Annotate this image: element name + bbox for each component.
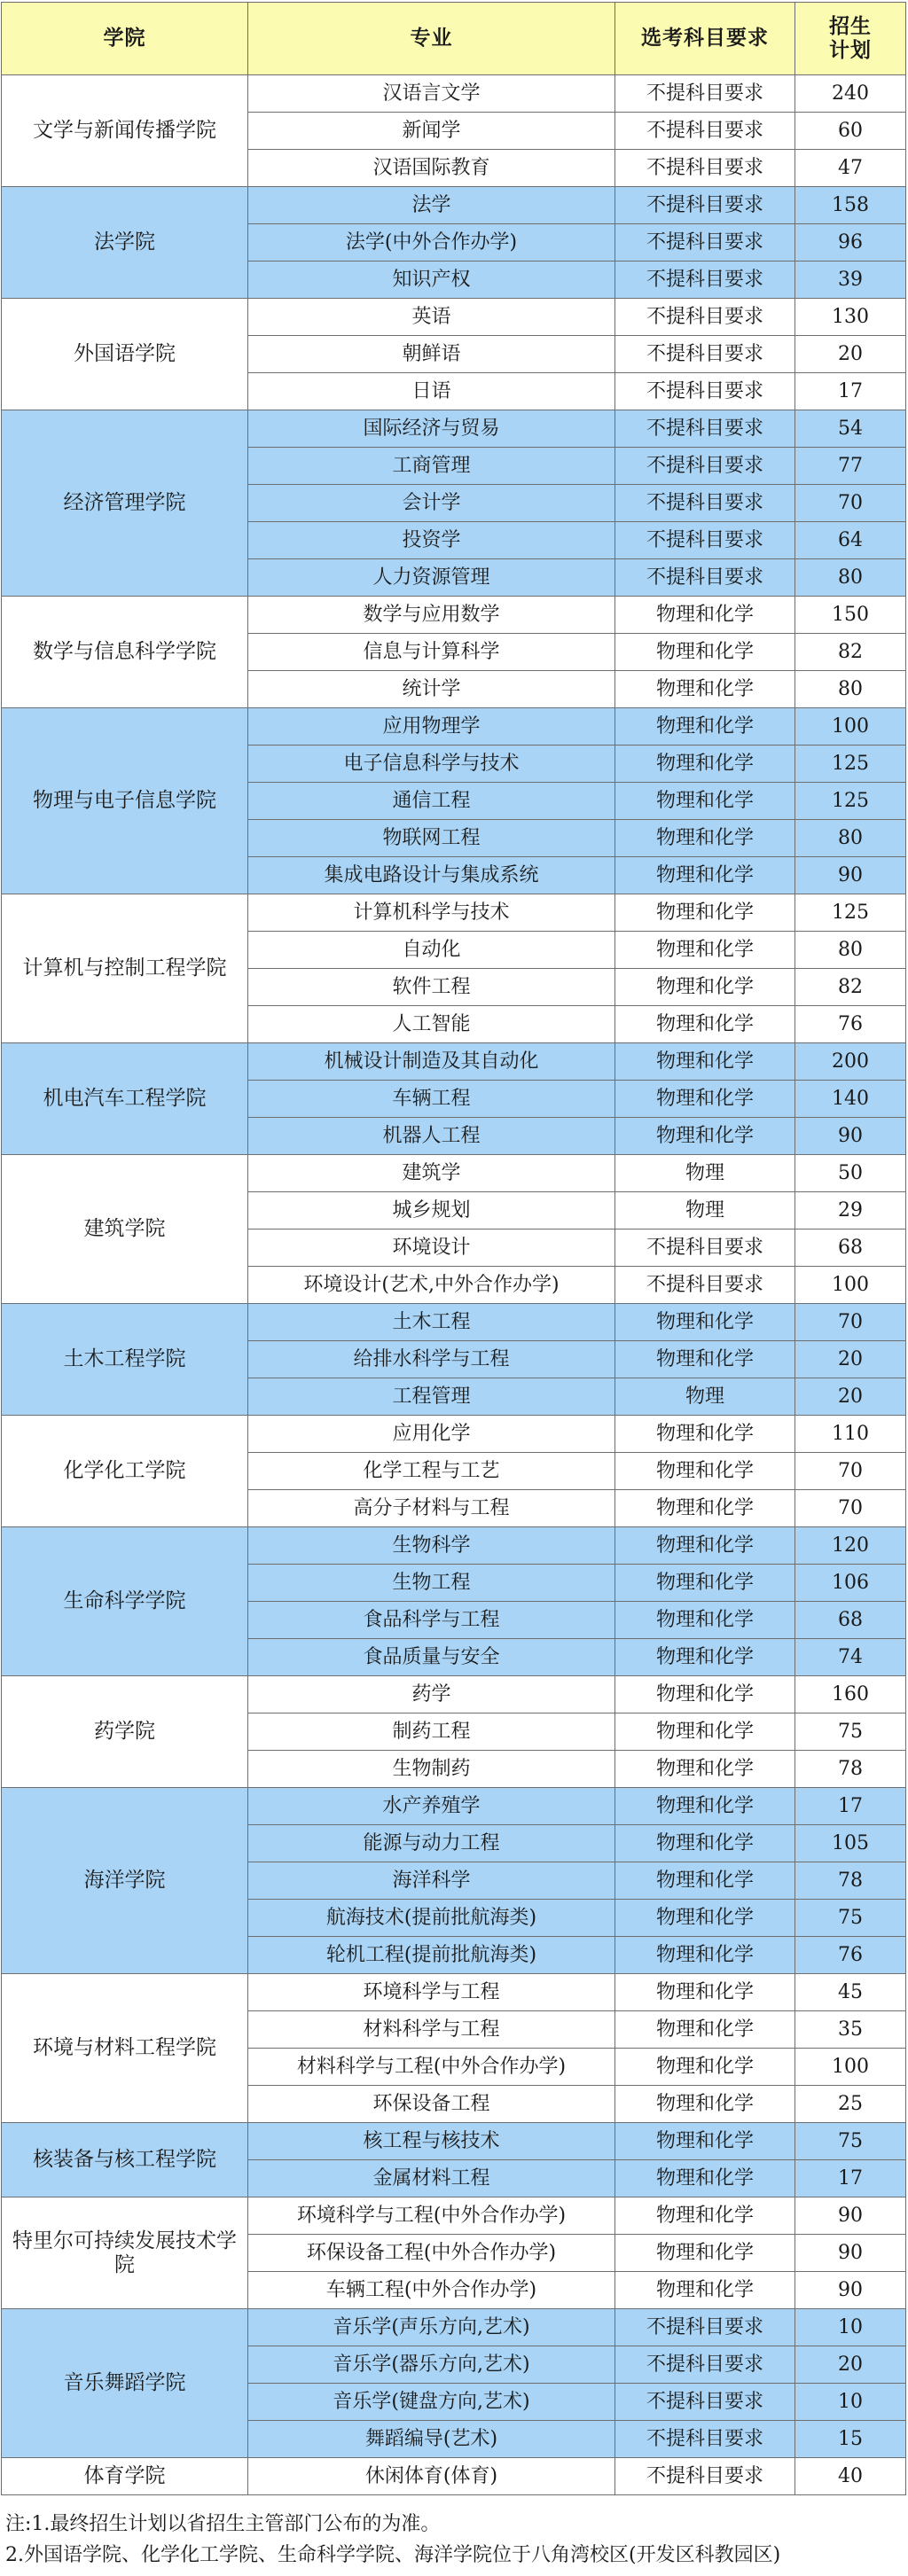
major-cell: 生物工程 xyxy=(248,1565,615,1602)
subject-requirement-cell: 不提科目要求 xyxy=(615,113,795,150)
enrollment-plan-cell: 75 xyxy=(795,1900,906,1937)
major-cell: 药学 xyxy=(248,1676,615,1713)
enrollment-plan-cell: 105 xyxy=(795,1825,906,1862)
major-cell: 自动化 xyxy=(248,932,615,969)
table-row xyxy=(2,1416,906,1453)
major-cell: 车辆工程(中外合作办学) xyxy=(248,2272,615,2309)
subject-requirement-cell: 物理和化学 xyxy=(615,1602,795,1639)
subject-requirement-cell: 物理和化学 xyxy=(615,1118,795,1155)
enrollment-plan-cell: 158 xyxy=(795,187,906,224)
major-cell: 集成电路设计与集成系统 xyxy=(248,857,615,894)
major-cell: 核工程与核技术 xyxy=(248,2123,615,2160)
table-row xyxy=(2,1043,906,1081)
subject-requirement-cell: 物理和化学 xyxy=(615,2272,795,2309)
table-row xyxy=(2,299,906,336)
enrollment-plan-cell: 96 xyxy=(795,224,906,262)
subject-requirement-cell: 物理和化学 xyxy=(615,969,795,1006)
subject-requirement-cell: 物理和化学 xyxy=(615,708,795,745)
subject-requirement-cell: 不提科目要求 xyxy=(615,448,795,485)
subject-requirement-cell: 不提科目要求 xyxy=(615,2309,795,2346)
subject-requirement-cell: 物理和化学 xyxy=(615,1490,795,1527)
college-cell: 药学院 xyxy=(2,1676,248,1788)
enrollment-plan-cell: 40 xyxy=(795,2458,906,2495)
enrollment-plan-cell: 160 xyxy=(795,1676,906,1713)
enrollment-plan-cell: 125 xyxy=(795,783,906,820)
major-cell: 环境设计(艺术,中外合作办学) xyxy=(248,1267,615,1304)
subject-requirement-cell: 物理和化学 xyxy=(615,894,795,932)
subject-requirement-cell: 不提科目要求 xyxy=(615,299,795,336)
subject-requirement-cell: 物理和化学 xyxy=(615,1788,795,1825)
college-cell: 物理与电子信息学院 xyxy=(2,708,248,894)
major-cell: 投资学 xyxy=(248,522,615,559)
major-cell: 人力资源管理 xyxy=(248,559,615,597)
subject-requirement-cell: 物理和化学 xyxy=(615,1900,795,1937)
subject-requirement-cell: 不提科目要求 xyxy=(615,1229,795,1267)
major-cell: 计算机科学与技术 xyxy=(248,894,615,932)
table-row xyxy=(2,1974,906,2011)
enrollment-plan-cell: 76 xyxy=(795,1006,906,1043)
subject-requirement-cell: 物理和化学 xyxy=(615,2123,795,2160)
subject-requirement-cell: 物理和化学 xyxy=(615,2160,795,2197)
subject-requirement-column-header: 选考科目要求 xyxy=(615,3,795,75)
enrollment-plan-cell: 90 xyxy=(795,2197,906,2235)
subject-requirement-cell: 物理和化学 xyxy=(615,1341,795,1378)
enrollment-plan-cell: 76 xyxy=(795,1937,906,1974)
college-cell: 法学院 xyxy=(2,187,248,299)
major-cell: 生物科学 xyxy=(248,1527,615,1565)
enrollment-plan-cell: 77 xyxy=(795,448,906,485)
subject-requirement-cell: 不提科目要求 xyxy=(615,187,795,224)
major-cell: 高分子材料与工程 xyxy=(248,1490,615,1527)
college-cell: 机电汽车工程学院 xyxy=(2,1043,248,1155)
subject-requirement-cell: 物理和化学 xyxy=(615,2049,795,2086)
subject-requirement-cell: 物理和化学 xyxy=(615,634,795,671)
major-cell: 工商管理 xyxy=(248,448,615,485)
subject-requirement-cell: 物理和化学 xyxy=(615,1527,795,1565)
subject-requirement-cell: 物理和化学 xyxy=(615,783,795,820)
enrollment-plan-cell: 45 xyxy=(795,1974,906,2011)
enrollment-plan-cell: 100 xyxy=(795,1267,906,1304)
enrollment-plan-cell: 64 xyxy=(795,522,906,559)
table-row xyxy=(2,410,906,448)
enrollment-plan-cell: 60 xyxy=(795,113,906,150)
table-row xyxy=(2,1155,906,1192)
major-cell: 法学 xyxy=(248,187,615,224)
enrollment-plan-cell: 240 xyxy=(795,75,906,113)
subject-requirement-cell: 物理和化学 xyxy=(615,2235,795,2272)
subject-requirement-cell: 不提科目要求 xyxy=(615,262,795,299)
subject-requirement-cell: 物理和化学 xyxy=(615,1043,795,1081)
enrollment-plan-cell: 140 xyxy=(795,1081,906,1118)
table-row xyxy=(2,2309,906,2346)
subject-requirement-cell: 物理和化学 xyxy=(615,597,795,634)
enrollment-plan-cell: 70 xyxy=(795,1304,906,1341)
enrollment-plan-cell: 120 xyxy=(795,1527,906,1565)
table-row xyxy=(2,1788,906,1825)
major-cell: 海洋科学 xyxy=(248,1862,615,1900)
footnote-1: 注:1.最终招生计划以省招生主管部门公布的为准。 xyxy=(5,2513,441,2535)
major-cell: 机械设计制造及其自动化 xyxy=(248,1043,615,1081)
major-cell: 应用化学 xyxy=(248,1416,615,1453)
college-cell: 计算机与控制工程学院 xyxy=(2,894,248,1043)
major-cell: 法学(中外合作办学) xyxy=(248,224,615,262)
college-cell: 生命科学学院 xyxy=(2,1527,248,1676)
major-cell: 生物制药 xyxy=(248,1751,615,1788)
college-cell: 经济管理学院 xyxy=(2,410,248,597)
enrollment-plan-cell: 130 xyxy=(795,299,906,336)
major-cell: 音乐学(键盘方向,艺术) xyxy=(248,2384,615,2421)
major-cell: 环境科学与工程(中外合作办学) xyxy=(248,2197,615,2235)
major-cell: 环境科学与工程 xyxy=(248,1974,615,2011)
enrollment-plan-cell: 200 xyxy=(795,1043,906,1081)
enrollment-plan-cell: 35 xyxy=(795,2011,906,2049)
enrollment-plan-cell: 50 xyxy=(795,1155,906,1192)
enrollment-plan-cell: 90 xyxy=(795,1118,906,1155)
college-cell: 环境与材料工程学院 xyxy=(2,1974,248,2123)
subject-requirement-cell: 不提科目要求 xyxy=(615,2421,795,2458)
table-row xyxy=(2,1676,906,1713)
major-cell: 音乐学(声乐方向,艺术) xyxy=(248,2309,615,2346)
subject-requirement-cell: 不提科目要求 xyxy=(615,75,795,113)
major-cell: 食品科学与工程 xyxy=(248,1602,615,1639)
college-cell: 特里尔可持续发展技术学院 xyxy=(2,2197,248,2309)
college-cell: 外国语学院 xyxy=(2,299,248,410)
table-row xyxy=(2,597,906,634)
major-cell: 物联网工程 xyxy=(248,820,615,857)
major-cell: 环保设备工程(中外合作办学) xyxy=(248,2235,615,2272)
subject-requirement-cell: 物理和化学 xyxy=(615,1937,795,1974)
major-cell: 知识产权 xyxy=(248,262,615,299)
table-body xyxy=(2,75,906,2495)
major-cell: 材料科学与工程(中外合作办学) xyxy=(248,2049,615,2086)
enrollment-plan-cell: 100 xyxy=(795,2049,906,2086)
subject-requirement-cell: 物理和化学 xyxy=(615,1676,795,1713)
subject-requirement-cell: 不提科目要求 xyxy=(615,410,795,448)
subject-requirement-cell: 不提科目要求 xyxy=(615,336,795,373)
major-cell: 车辆工程 xyxy=(248,1081,615,1118)
enrollment-plan-cell: 20 xyxy=(795,2346,906,2384)
subject-requirement-cell: 物理和化学 xyxy=(615,671,795,708)
enrollment-plan-cell: 80 xyxy=(795,671,906,708)
major-cell: 工程管理 xyxy=(248,1378,615,1416)
subject-requirement-cell: 不提科目要求 xyxy=(615,150,795,187)
enrollment-plan-cell: 17 xyxy=(795,1788,906,1825)
college-cell: 建筑学院 xyxy=(2,1155,248,1304)
enrollment-plan-cell: 82 xyxy=(795,634,906,671)
major-cell: 制药工程 xyxy=(248,1713,615,1751)
table-row xyxy=(2,1304,906,1341)
enrollment-plan-cell: 54 xyxy=(795,410,906,448)
college-cell: 土木工程学院 xyxy=(2,1304,248,1416)
college-cell: 化学化工学院 xyxy=(2,1416,248,1527)
major-cell: 人工智能 xyxy=(248,1006,615,1043)
major-cell: 轮机工程(提前批航海类) xyxy=(248,1937,615,1974)
enrollment-plan-cell: 17 xyxy=(795,373,906,410)
major-cell: 土木工程 xyxy=(248,1304,615,1341)
subject-requirement-cell: 物理和化学 xyxy=(615,2197,795,2235)
enrollment-plan-cell: 78 xyxy=(795,1862,906,1900)
enrollment-plan-cell: 74 xyxy=(795,1639,906,1676)
college-cell: 数学与信息科学学院 xyxy=(2,597,248,708)
subject-requirement-cell: 物理 xyxy=(615,1378,795,1416)
table-row xyxy=(2,1527,906,1565)
college-cell: 文学与新闻传播学院 xyxy=(2,75,248,187)
enrollment-plan-cell: 110 xyxy=(795,1416,906,1453)
subject-requirement-cell: 物理和化学 xyxy=(615,1565,795,1602)
table-row xyxy=(2,2197,906,2235)
enrollment-plan-column-header: 招生计划 xyxy=(795,3,906,75)
enrollment-plan-cell: 90 xyxy=(795,2235,906,2272)
subject-requirement-cell: 物理和化学 xyxy=(615,2011,795,2049)
major-cell: 软件工程 xyxy=(248,969,615,1006)
enrollment-plan-cell: 68 xyxy=(795,1602,906,1639)
major-cell: 汉语国际教育 xyxy=(248,150,615,187)
subject-requirement-cell: 不提科目要求 xyxy=(615,2346,795,2384)
major-cell: 建筑学 xyxy=(248,1155,615,1192)
enrollment-plan-cell: 70 xyxy=(795,1490,906,1527)
enrollment-plan-cell: 10 xyxy=(795,2309,906,2346)
college-cell: 音乐舞蹈学院 xyxy=(2,2309,248,2458)
footnotes xyxy=(5,2509,904,2571)
major-cell: 应用物理学 xyxy=(248,708,615,745)
enrollment-plan-cell: 39 xyxy=(795,262,906,299)
subject-requirement-cell: 物理 xyxy=(615,1155,795,1192)
enrollment-plan-cell: 15 xyxy=(795,2421,906,2458)
enrollment-plan-cell: 80 xyxy=(795,820,906,857)
enrollment-plan-cell: 150 xyxy=(795,597,906,634)
enrollment-plan-cell: 106 xyxy=(795,1565,906,1602)
subject-requirement-cell: 物理和化学 xyxy=(615,1081,795,1118)
subject-requirement-cell: 不提科目要求 xyxy=(615,522,795,559)
subject-requirement-cell: 不提科目要求 xyxy=(615,2458,795,2495)
subject-requirement-cell: 物理和化学 xyxy=(615,820,795,857)
college-cell: 体育学院 xyxy=(2,2458,248,2495)
major-cell: 材料科学与工程 xyxy=(248,2011,615,2049)
table-row xyxy=(2,187,906,224)
major-cell: 音乐学(器乐方向,艺术) xyxy=(248,2346,615,2384)
subject-requirement-cell: 物理和化学 xyxy=(615,1825,795,1862)
subject-requirement-cell: 物理和化学 xyxy=(615,1974,795,2011)
subject-requirement-cell: 物理和化学 xyxy=(615,2086,795,2123)
subject-requirement-cell: 物理和化学 xyxy=(615,932,795,969)
subject-requirement-cell: 不提科目要求 xyxy=(615,224,795,262)
table-row xyxy=(2,894,906,932)
major-cell: 汉语言文学 xyxy=(248,75,615,113)
major-cell: 新闻学 xyxy=(248,113,615,150)
subject-requirement-cell: 物理和化学 xyxy=(615,1713,795,1751)
major-cell: 金属材料工程 xyxy=(248,2160,615,2197)
major-cell: 英语 xyxy=(248,299,615,336)
subject-requirement-cell: 物理和化学 xyxy=(615,1304,795,1341)
major-cell: 城乡规划 xyxy=(248,1192,615,1229)
table-row xyxy=(2,2123,906,2160)
college-cell: 核装备与核工程学院 xyxy=(2,2123,248,2197)
enrollment-plan-cell: 10 xyxy=(795,2384,906,2421)
subject-requirement-cell: 不提科目要求 xyxy=(615,1267,795,1304)
major-cell: 信息与计算科学 xyxy=(248,634,615,671)
enrollment-plan-cell: 75 xyxy=(795,2123,906,2160)
enrollment-plan-cell: 90 xyxy=(795,857,906,894)
subject-requirement-cell: 不提科目要求 xyxy=(615,2384,795,2421)
subject-requirement-cell: 物理 xyxy=(615,1192,795,1229)
subject-requirement-cell: 物理和化学 xyxy=(615,1862,795,1900)
major-cell: 日语 xyxy=(248,373,615,410)
enrollment-plan-cell: 68 xyxy=(795,1229,906,1267)
subject-requirement-cell: 不提科目要求 xyxy=(615,373,795,410)
enrollment-plan-cell: 125 xyxy=(795,745,906,783)
table-row xyxy=(2,708,906,745)
enrollment-plan-cell: 20 xyxy=(795,1341,906,1378)
major-cell: 化学工程与工艺 xyxy=(248,1453,615,1490)
subject-requirement-cell: 物理和化学 xyxy=(615,1639,795,1676)
enrollment-plan-cell: 70 xyxy=(795,485,906,522)
major-cell: 食品质量与安全 xyxy=(248,1639,615,1676)
major-cell: 航海技术(提前批航海类) xyxy=(248,1900,615,1937)
enrollment-plan-cell: 47 xyxy=(795,150,906,187)
enrollment-plan-cell: 20 xyxy=(795,336,906,373)
subject-requirement-cell: 物理和化学 xyxy=(615,857,795,894)
enrollment-plan-cell: 75 xyxy=(795,1713,906,1751)
enrollment-plan-cell: 125 xyxy=(795,894,906,932)
major-column-header: 专业 xyxy=(248,3,615,75)
table-header-row xyxy=(2,3,906,75)
enrollment-plan-table xyxy=(1,2,906,2495)
major-cell: 数学与应用数学 xyxy=(248,597,615,634)
table-row xyxy=(2,75,906,113)
major-cell: 能源与动力工程 xyxy=(248,1825,615,1862)
subject-requirement-cell: 物理和化学 xyxy=(615,1006,795,1043)
enrollment-plan-cell: 100 xyxy=(795,708,906,745)
enrollment-plan-cell: 17 xyxy=(795,2160,906,2197)
major-cell: 环保设备工程 xyxy=(248,2086,615,2123)
major-cell: 给排水科学与工程 xyxy=(248,1341,615,1378)
subject-requirement-cell: 不提科目要求 xyxy=(615,485,795,522)
table-row xyxy=(2,2458,906,2495)
enrollment-plan-cell: 25 xyxy=(795,2086,906,2123)
subject-requirement-cell: 物理和化学 xyxy=(615,1416,795,1453)
major-cell: 国际经济与贸易 xyxy=(248,410,615,448)
subject-requirement-cell: 物理和化学 xyxy=(615,1453,795,1490)
major-cell: 电子信息科学与技术 xyxy=(248,745,615,783)
subject-requirement-cell: 物理和化学 xyxy=(615,1751,795,1788)
major-cell: 会计学 xyxy=(248,485,615,522)
enrollment-plan-cell: 82 xyxy=(795,969,906,1006)
enrollment-plan-cell: 80 xyxy=(795,559,906,597)
major-cell: 机器人工程 xyxy=(248,1118,615,1155)
footnote-2: 2.外国语学院、化学化工学院、生命科学学院、海洋学院位于八角湾校区(开发区科教园区) xyxy=(5,2544,781,2566)
subject-requirement-cell: 物理和化学 xyxy=(615,745,795,783)
enrollment-plan-cell: 70 xyxy=(795,1453,906,1490)
enrollment-plan-cell: 78 xyxy=(795,1751,906,1788)
major-cell: 水产养殖学 xyxy=(248,1788,615,1825)
enrollment-plan-cell: 90 xyxy=(795,2272,906,2309)
major-cell: 统计学 xyxy=(248,671,615,708)
major-cell: 环境设计 xyxy=(248,1229,615,1267)
major-cell: 朝鲜语 xyxy=(248,336,615,373)
enrollment-plan-cell: 29 xyxy=(795,1192,906,1229)
major-cell: 休闲体育(体育) xyxy=(248,2458,615,2495)
subject-requirement-cell: 不提科目要求 xyxy=(615,559,795,597)
major-cell: 舞蹈编导(艺术) xyxy=(248,2421,615,2458)
major-cell: 通信工程 xyxy=(248,783,615,820)
enrollment-plan-cell: 80 xyxy=(795,932,906,969)
college-cell: 海洋学院 xyxy=(2,1788,248,1974)
enrollment-plan-cell: 20 xyxy=(795,1378,906,1416)
college-column-header: 学院 xyxy=(2,3,248,75)
